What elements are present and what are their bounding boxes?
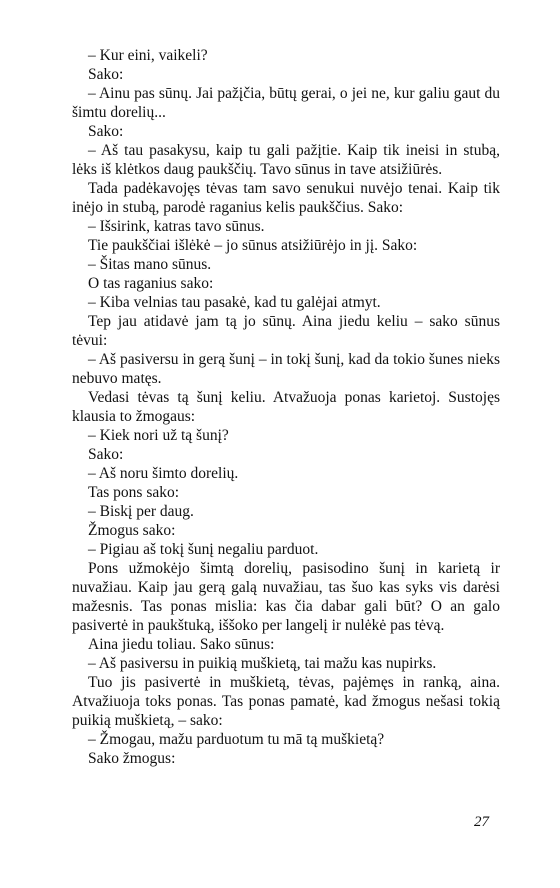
paragraph: – Šitas mano sūnus. (88, 256, 212, 273)
body-text (72, 46, 500, 768)
paragraph: Tas pons sako: (88, 484, 180, 501)
paragraph: Vedasi tėvas tą šunį keliu. Atvažuoja ponas karietoj. Sustojęs klausia to žmogaus: (72, 389, 500, 425)
paragraph: – Žmogau, mažu parduotum tu mā tą muškietą? (88, 731, 385, 748)
paragraph: – Aš pasiversu in puikią muškietą, tai mažu kas nupirks. (88, 655, 437, 672)
paragraph: – Pigiau aš tokį šunį negaliu parduot. (88, 541, 319, 558)
paragraph: – Aš pasiversu in gerą šunį – in tokį šunį, kad da tokio šunes nieks nebuvo matęs. (72, 351, 500, 387)
paragraph: – Kiba velnias tau pasakė, kad tu galėjai atmyt. (88, 294, 381, 311)
paragraph: Tada padėkavojęs tėvas tam savo senukui nuvėjo tenai. Kaip tik inėjo in stubą, parodė raganius kelis paukščius. Sako: (72, 180, 500, 216)
paragraph: – Kur eini, vaikeli? (88, 47, 208, 64)
paragraph: Sako: (88, 446, 124, 463)
paragraph: Pons užmokėjo šimtą dorelių, pasisodino šunį in karietą ir nuvažiau. Kaip jau gerą galą nuvažiau, tas šuo kas syks vis darėsi mažesnis. Tas ponas mislia: kas čia dabar gali būt? O an galo pasivertė in paukštuką, iššoko per langelį ir nulėkė pas tėvą. (72, 560, 500, 634)
paragraph: – Išsirink, katras tavo sūnus. (88, 218, 265, 235)
paragraph: Tie paukščiai išlėkė – jo sūnus atsižiūrėjo in jį. Sako: (88, 237, 418, 254)
paragraph: O tas raganius sako: (88, 275, 214, 292)
paragraph: – Kiek nori už tą šunį? (88, 427, 229, 444)
paragraph: Aina jiedu toliau. Sako sūnus: (88, 636, 275, 653)
paragraph: Tep jau atidavė jam tą jo sūnų. Aina jiedu keliu – sako sūnus tėvui: (72, 313, 500, 349)
paragraph: – Aš tau pasakysu, kaip tu gali pažįtie. Kaip tik ineisi in stubą, lėks iš klėtkos daug paukščių. Tavo sūnus in tave atsižiūrės. (72, 142, 500, 178)
page-number: 27 (474, 814, 489, 830)
paragraph: Tuo jis pasivertė in muškietą, tėvas, pajėmęs in ranką, aina. Atvažiuoja toks ponas. Tas ponas pamatė, kad žmogus nešasi tokią puikią muškietą, – sako: (72, 674, 500, 729)
paragraph: Sako: (88, 123, 124, 140)
paragraph: Sako žmogus: (88, 750, 176, 767)
paragraph: – Biskį per daug. (88, 503, 194, 520)
paragraph: Žmogus sako: (88, 522, 176, 539)
paragraph: – Aš noru šimto dorelių. (88, 465, 239, 482)
paragraph: – Ainu pas sūnų. Jai pažįčia, būtų gerai, o jei ne, kur galiu gaut du šimtu dorelių... (72, 85, 500, 121)
paragraph: Sako: (88, 66, 124, 83)
